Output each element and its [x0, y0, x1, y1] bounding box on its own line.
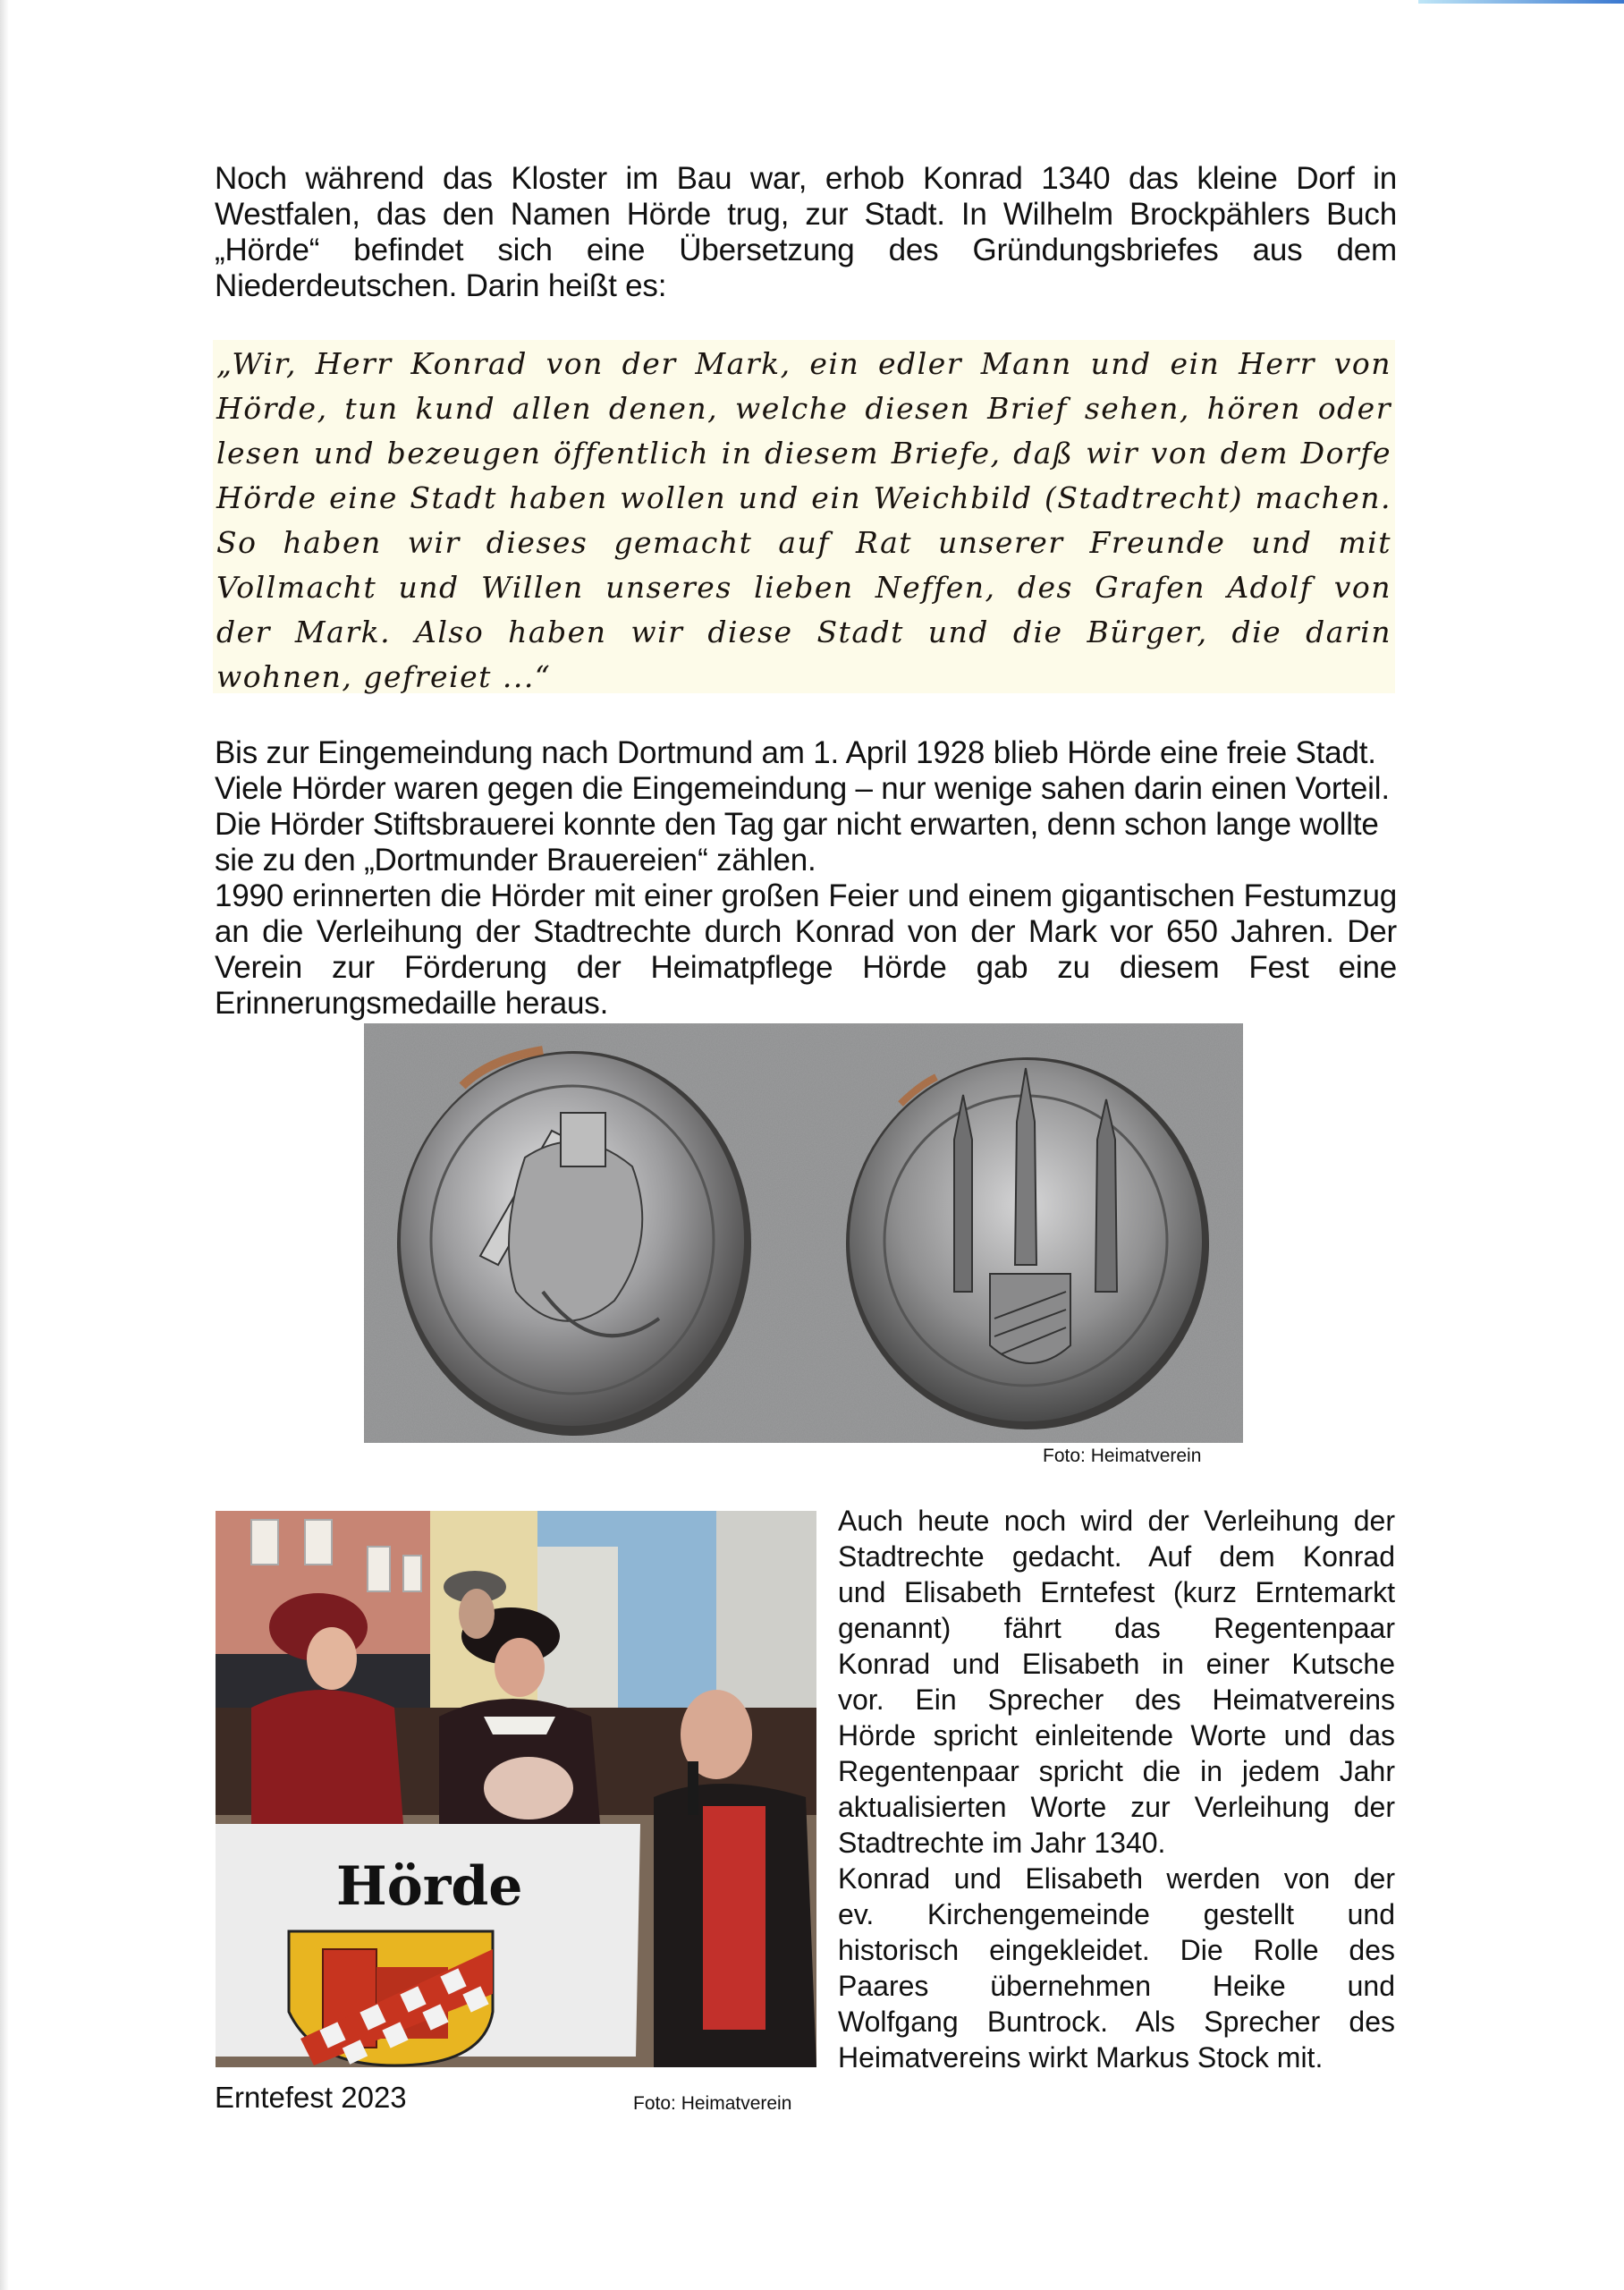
erntefest-line: Regentenpaar spricht die in jedem Jahr [838, 1755, 1395, 1787]
erntefest-line: und Elisabeth Erntefest (kurz Erntemarkt [838, 1576, 1395, 1608]
scan-left-edge [0, 0, 9, 2290]
founding-letter-quote [213, 340, 1395, 693]
medal-photo-caption: Foto: Heimatverein [1043, 1446, 1202, 1466]
history-line: Bis zur Eingemeindung nach Dortmund am 1. April 1928 blieb Hörde eine freie Stadt. [215, 735, 1376, 770]
erntefest-paragraph [838, 1503, 1395, 2075]
left-medal [397, 1050, 751, 1436]
erntefest-line: Konrad und Elisabeth in einer Kutsche [838, 1648, 1395, 1680]
quote-line: lesen und bezeugen öffentlich in diesem Briefe, daß wir von dem Dorfe [216, 436, 1391, 471]
microphone [688, 1761, 698, 1815]
quote-line: Hörde eine Stadt haben wollen und ein Weichbild (Stadtrecht) machen. [216, 480, 1391, 515]
scan-top-right-mark [1418, 0, 1624, 4]
history-line: Die Hörder Stiftsbrauerei konnte den Tag gar nicht erwarten, denn schon lange wollte [215, 807, 1379, 842]
right-medal [846, 1057, 1209, 1429]
quote-line: Hörde, tun kund allen denen, welche diesen Brief sehen, hören oder [216, 391, 1391, 426]
festival-photo-credit: Foto: Heimatverein [633, 2093, 792, 2114]
erntefest-line: genannt) fährt das Regentenpaar [838, 1612, 1395, 1644]
history-line: Erinnerungsmedaille heraus. [215, 986, 609, 1021]
history-line: Verein zur Förderung der Heimatpflege Hörde gab zu diesem Fest eine [215, 950, 1397, 985]
erntefest-line: ev. Kirchengemeinde gestellt und [838, 1898, 1395, 1930]
erntefest-line: Auch heute noch wird der Verleihung der [838, 1505, 1395, 1537]
festival-photo-illustration [216, 1511, 816, 2067]
quote-line: wohnen, gefreiet ...“ [216, 659, 552, 694]
quote-line: der Mark. Also haben wir diese Stadt und die Bürger, die darin [216, 615, 1391, 649]
intro-line: Westfalen, das den Namen Hörde trug, zur Stadt. In Wilhelm Brockpählers Buch [215, 197, 1397, 232]
erntefest-line: vor. Ein Sprecher des Heimatvereins [838, 1684, 1395, 1716]
erntefest-line: Paares übernehmen Heike und [838, 1970, 1395, 2002]
speaker-sweater [703, 1806, 765, 2030]
history-line: Viele Hörder waren gegen die Eingemeindung – nur wenige sahen darin einen Vorteil. [215, 771, 1390, 806]
erntefest-line: historisch eingekleidet. Die Rolle des [838, 1934, 1395, 1966]
erntefest-line: Stadtrechte gedacht. Auf dem Konrad [838, 1540, 1395, 1573]
medal-photo-illustration [364, 1023, 1243, 1443]
festival-photo [216, 1511, 816, 2067]
erntefest-line: Heimatvereins wirkt Markus Stock mit. [838, 2041, 1324, 2074]
history-line: sie zu den „Dortmunder Brauereien“ zählen. [215, 843, 816, 878]
scroll [484, 1757, 573, 1819]
quote-line: Vollmacht und Willen unseres lieben Neffen, des Grafen Adolf von [216, 570, 1391, 605]
erntefest-line: Konrad und Elisabeth werden von der [838, 1862, 1395, 1895]
erntefest-line: aktualisierten Worte zur Verleihung der [838, 1791, 1395, 1823]
erntefest-line: Hörde spricht einleitende Worte und das [838, 1719, 1395, 1751]
history-paragraph [215, 735, 1397, 1022]
history-line: an die Verleihung der Stadtrechte durch Konrad von der Mark vor 650 Jahren. Der [215, 914, 1397, 949]
erntefest-line: Wolfgang Buntrock. Als Sprecher des [838, 2006, 1395, 2038]
medal-photo [364, 1023, 1243, 1443]
intro-line: Noch während das Kloster im Bau war, erhob Konrad 1340 das kleine Dorf in [215, 161, 1397, 196]
quote-line: „Wir, Herr Konrad von der Mark, ein edler Mann und ein Herr von [216, 346, 1391, 381]
quote-line: So haben wir dieses gemacht auf Rat unserer Freunde und mit [216, 525, 1391, 560]
intro-paragraph [215, 161, 1397, 304]
festival-photo-title: Erntefest 2023 [215, 2081, 407, 2114]
intro-line: Niederdeutschen. Darin heißt es: [215, 268, 667, 303]
lady-dress [251, 1690, 403, 1824]
banner-text: Hörde [336, 1855, 523, 1918]
history-line: 1990 erinnerten die Hörder mit einer großen Feier und einem gigantischen Festumzug [215, 878, 1397, 913]
intro-line: „Hörde“ befindet sich eine Übersetzung des Gründungsbriefes aus dem [215, 233, 1397, 267]
erntefest-line: Stadtrechte im Jahr 1340. [838, 1827, 1166, 1859]
